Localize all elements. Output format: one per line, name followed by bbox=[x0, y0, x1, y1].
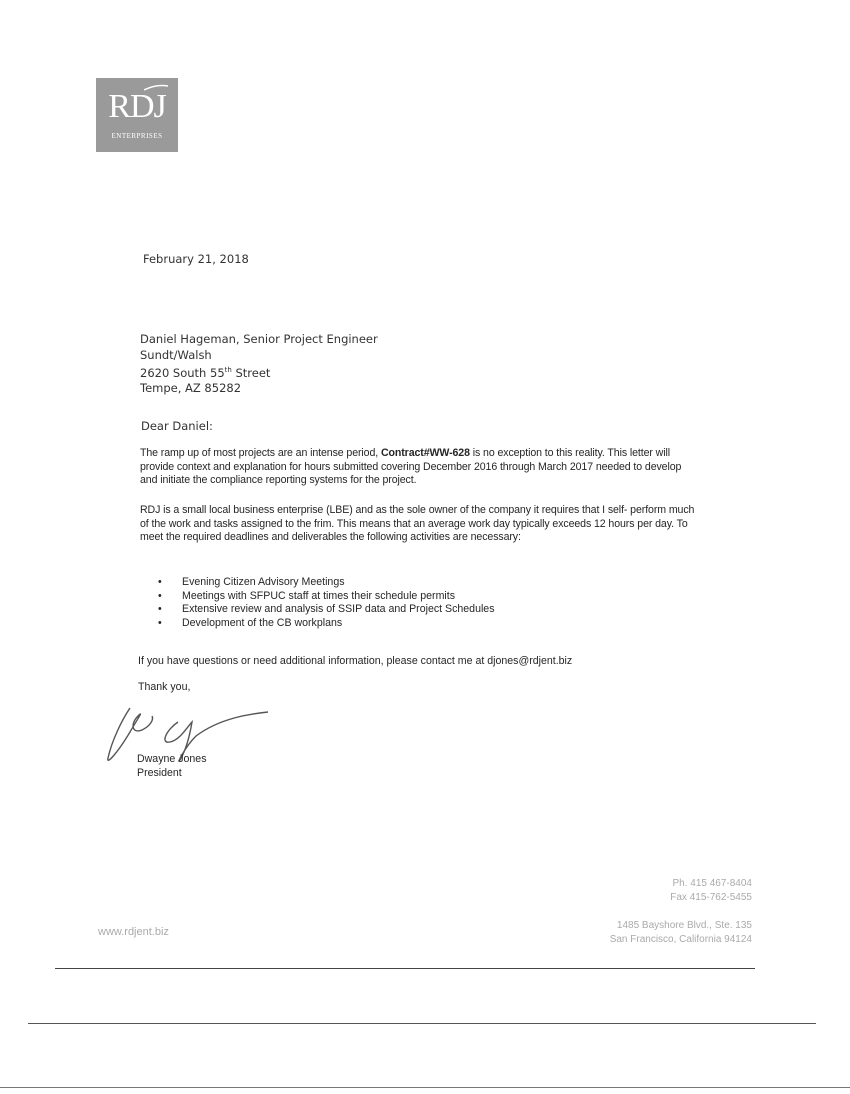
letter-date: February 21, 2018 bbox=[143, 252, 249, 266]
footer-phones bbox=[670, 877, 752, 905]
footer-phone: Ph. 415 467-8404 bbox=[672, 878, 752, 889]
signer-title: President bbox=[137, 767, 182, 779]
scan-divider bbox=[28, 1023, 816, 1024]
recipient-city: Tempe, AZ 85282 bbox=[140, 381, 242, 396]
paragraph-2: RDJ is a small local business enterprise (LBE) and as the sole owner of the company it requires that I self- perform much of the work and tasks assigned to the frim. This means that an average work day typically exceeds 12 hours per day. To meet the required deadlines and deliverables the following activities are necessary: bbox=[140, 504, 695, 543]
recipient-name: Daniel Hageman, Senior Project Engineer bbox=[140, 332, 378, 346]
footer-street: 1485 Bayshore Blvd., Ste. 135 bbox=[616, 920, 752, 931]
footer-address bbox=[610, 919, 752, 947]
list-item: • Evening Citizen Advisory Meetings bbox=[158, 576, 495, 590]
footer-fax: Fax 415-762-5455 bbox=[670, 892, 752, 903]
closing: Thank you, bbox=[138, 681, 191, 693]
logo-subtitle: ENTERPRISES bbox=[111, 132, 163, 140]
footer-website: www.rdjent.biz bbox=[98, 926, 169, 938]
list-item: • Extensive review and analysis of SSIP data and Project Schedules bbox=[158, 603, 495, 617]
logo-swoosh-icon bbox=[144, 84, 168, 92]
footer-city: San Francisco, California 94124 bbox=[609, 934, 752, 945]
footer-divider bbox=[55, 968, 755, 969]
greeting: Dear Daniel: bbox=[141, 419, 213, 433]
signer-name: Dwayne Jones bbox=[137, 753, 207, 765]
activities-list bbox=[158, 576, 495, 630]
contact-line: If you have questions or need additional information, please contact me at djones@rdjent.biz bbox=[138, 655, 573, 667]
paragraph-1: The ramp up of most projects are an intense period, Contract#WW-628 is no exception to this reality. This letter will provide context and explanation for hours submitted covering December 2016 through March 2017 needed to develop and initiate the compliance reporting systems for the project. bbox=[140, 447, 682, 486]
logo-mark: RDJ bbox=[108, 88, 166, 125]
signer-block bbox=[137, 752, 207, 780]
recipient-company: Sundt/Walsh bbox=[140, 347, 212, 362]
list-item: • Development of the CB workplans bbox=[158, 617, 495, 631]
recipient-street: 2620 South 55th Street bbox=[140, 365, 271, 380]
company-logo bbox=[96, 78, 178, 152]
recipient-address bbox=[140, 332, 378, 397]
contract-number: Contract#WW-628 bbox=[380, 447, 470, 459]
scan-edge-line bbox=[0, 1087, 850, 1088]
list-item: • Meetings with SFPUC staff at times their schedule permits bbox=[158, 590, 495, 604]
